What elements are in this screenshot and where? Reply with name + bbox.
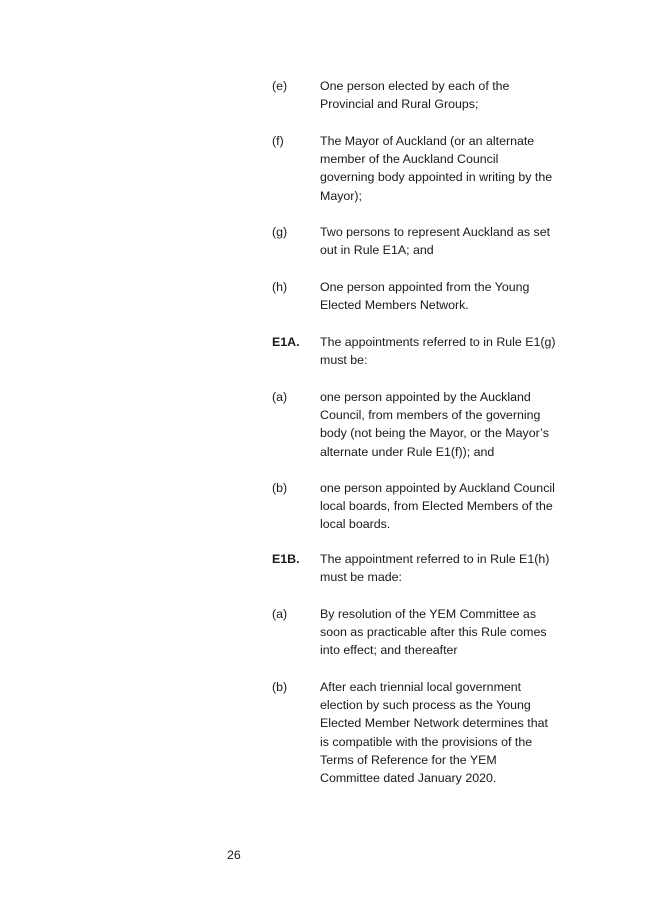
clause-text: Two persons to represent Auckland as set out in Rule E1A; and — [320, 225, 551, 258]
clause-text: The Mayor of Auckland (or an alternate member of the Auckland Council governing body appointed in writing by the Mayor); — [320, 134, 553, 203]
clause-label: (b) — [272, 481, 288, 495]
clause-text: After each triennial local government election by such process as the Young Elected Member Network determines that is compatible with the provisions of the Terms of Reference for the YEM Committee dated January 2020. — [320, 680, 548, 786]
clause-label: (a) — [272, 607, 288, 621]
rule-label: E1A. — [272, 335, 300, 349]
clause-label: (h) — [272, 280, 288, 294]
clause-text: By resolution of the YEM Committee as soon as practicable after this Rule comes into effect; and thereafter — [320, 607, 547, 658]
clause-text: One person appointed from the Young Elected Members Network. — [320, 280, 530, 313]
clause-text: one person appointed by Auckland Council local boards, from Elected Members of the local boards. — [320, 481, 555, 532]
clause-label: (b) — [272, 680, 288, 694]
rule-text: The appointments referred to in Rule E1(g) must be: — [320, 335, 556, 368]
page-number: 26 — [227, 848, 241, 862]
clause-text: one person appointed by the Auckland Council, from members of the governing body (not being the Mayor, or the Mayor’s alternate under Rule E1(f)); and — [320, 390, 549, 459]
clause-label: (f) — [272, 134, 284, 148]
clause-label: (a) — [272, 390, 288, 404]
rule-label: E1B. — [272, 552, 300, 566]
rule-text: The appointment referred to in Rule E1(h) must be made: — [320, 552, 550, 585]
clause-label: (g) — [272, 225, 288, 239]
clause-text: One person elected by each of the Provincial and Rural Groups; — [320, 79, 510, 112]
clause-label: (e) — [272, 79, 288, 93]
